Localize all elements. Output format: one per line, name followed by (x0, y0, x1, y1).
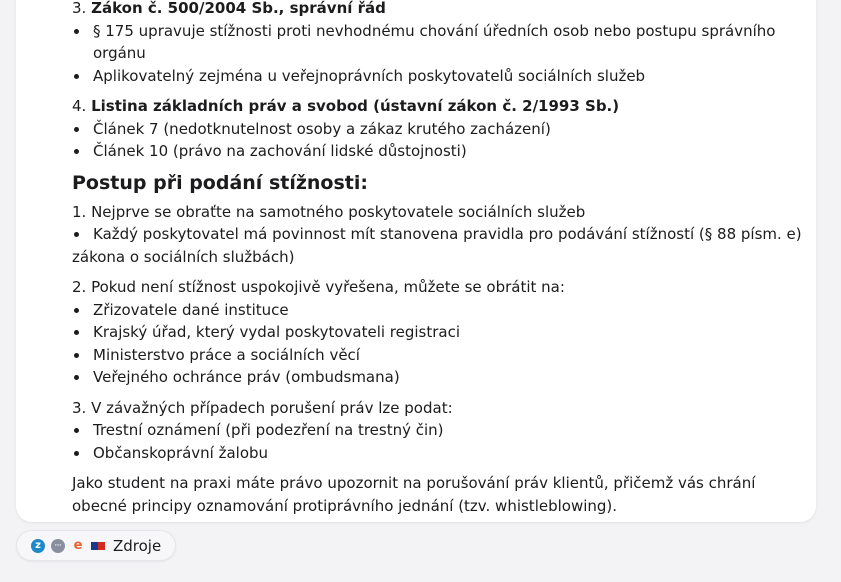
law-number: 4. (72, 97, 87, 115)
list-item: Každý poskytovatel má povinnost mít stanovena pravidla pro podávání stížností (§ 88 písm. e) zákona o sociálních službách) (72, 223, 812, 268)
list-item: Aplikovatelný zejména u veřejnoprávních poskytovatelů sociálních služeb (72, 65, 812, 88)
step-text: 3. V závažných případech porušení práv lze podat: (72, 398, 453, 417)
law-section (72, 95, 812, 163)
procedure-heading: Postup při podání stížnosti: (72, 171, 368, 194)
answer-card (16, 0, 816, 522)
list-item: Zřizovatele dané instituce (72, 299, 812, 322)
law-bullets (72, 20, 812, 88)
sources-label: Zdroje (113, 536, 162, 555)
list-item: § 175 upravuje stížnosti proti nevhodnému chování úředních osob nebo postupu správního orgánu (72, 20, 812, 65)
list-item: Krajský úřad, který vydal poskytovateli registraci (72, 321, 812, 344)
flag-source-icon (91, 542, 105, 550)
list-item: Článek 7 (nedotknutelnost osoby a zákaz krutého zacházení) (72, 118, 812, 141)
law-title: Listina základních práv a svobod (ústavní zákon č. 2/1993 Sb.) (91, 97, 620, 115)
law-number: 3. (72, 0, 87, 17)
list-item: Článek 10 (právo na zachování lidské důstojnosti) (72, 140, 812, 163)
globe-source-icon: ··· (51, 539, 65, 553)
z-source-icon: z (31, 539, 45, 553)
e-source-icon: e (73, 538, 83, 553)
procedure-step (72, 201, 812, 269)
list-item: Občanskoprávní žalobu (72, 442, 812, 465)
law-section (72, 0, 812, 87)
law-bullets (72, 118, 812, 163)
step-text: 1. Nejprve se obraťte na samotného poskytovatele sociálních služeb (72, 202, 586, 221)
procedure-step (72, 276, 812, 389)
law-title: Zákon č. 500/2004 Sb., správní řád (91, 0, 386, 17)
list-item: Trestní oznámení (při podezření na trestný čin) (72, 419, 812, 442)
sources-button[interactable] (16, 530, 176, 561)
list-item: Veřejného ochránce práv (ombudsmana) (72, 366, 812, 389)
closing-paragraph: Jako student na praxi máte právo upozornit na porušování práv klientů, přičemž vás chrání obecné principy oznamování protiprávního jednání (tzv. whistleblowing). (72, 474, 756, 515)
procedure-step (72, 397, 812, 465)
step-text: 2. Pokud není stížnost uspokojivě vyřešena, můžete se obrátit na: (72, 278, 565, 296)
list-item: Ministerstvo práce a sociálních věcí (72, 344, 812, 367)
